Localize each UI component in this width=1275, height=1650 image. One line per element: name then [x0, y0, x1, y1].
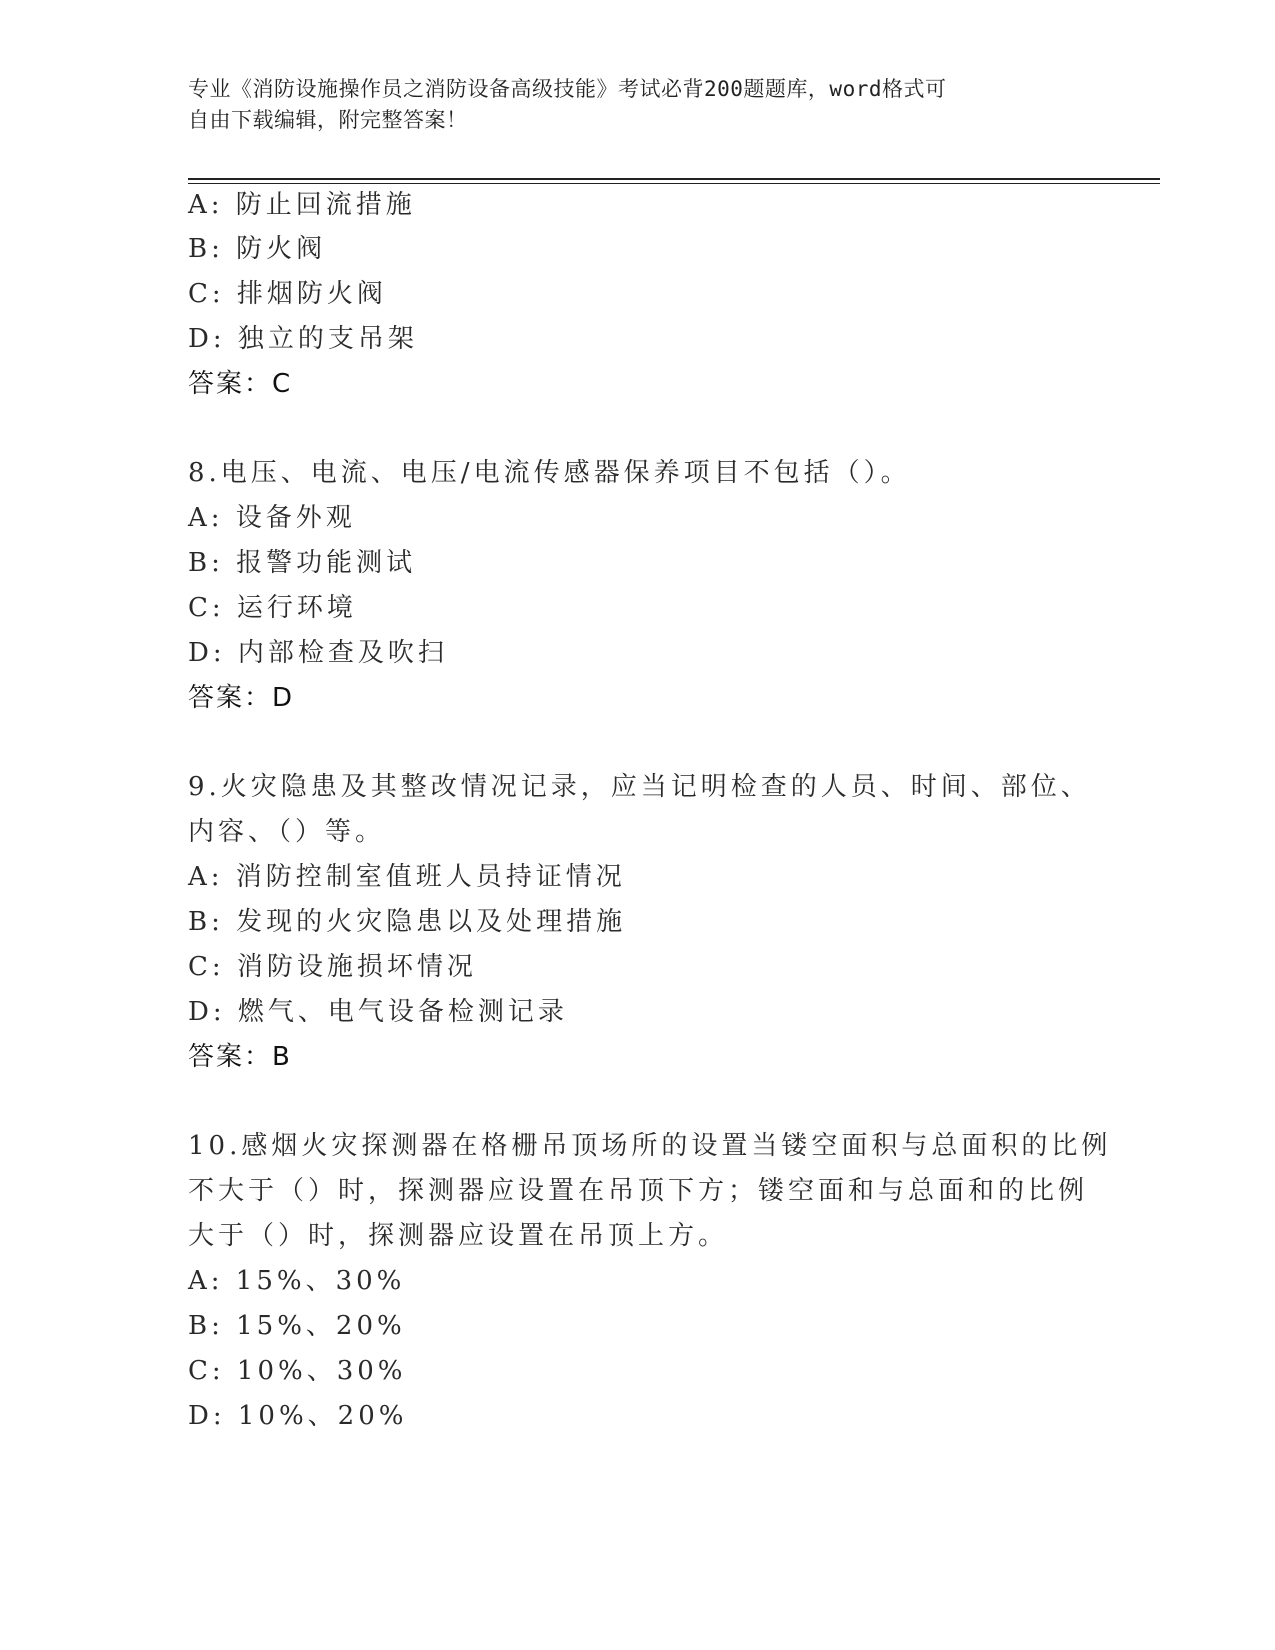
header-rule-thick	[188, 178, 1160, 180]
q9-stem-line-2: 内容、（）等。	[188, 817, 386, 847]
q10-option-d: D: 10%、20%	[188, 1401, 408, 1431]
q7-answer: 答案：C	[188, 369, 293, 399]
q8-option-d: D: 内部检查及吹扫	[188, 638, 448, 668]
q8-option-a: A: 设备外观	[188, 503, 356, 533]
q9-option-d: D: 燃气、电气设备检测记录	[188, 997, 568, 1027]
q9-option-a: A: 消防控制室值班人员持证情况	[188, 862, 626, 892]
q10-option-b: B: 15%、20%	[188, 1311, 406, 1341]
q7-option-b: B: 防火阀	[188, 234, 327, 264]
q10-option-c: C: 10%、30%	[188, 1356, 407, 1386]
q9-option-c: C: 消防设施损坏情况	[188, 952, 477, 982]
header-rule-thin	[188, 183, 1160, 184]
document-header	[188, 74, 1068, 136]
q10-stem-line-3: 大于（）时，探测器应设置在吊顶上方。	[188, 1221, 729, 1251]
q7-option-c: C: 排烟防火阀	[188, 279, 387, 309]
q9-stem-line-1: 9.火灾隐患及其整改情况记录，应当记明检查的人员、时间、部位、	[188, 772, 1091, 802]
q8-stem: 8.电压、电流、电压/电流传感器保养项目不包括（）。	[188, 458, 911, 488]
q10-option-a: A: 15%、30%	[188, 1266, 406, 1296]
q8-answer: 答案：D	[188, 683, 295, 713]
q10-stem-line-1: 10.感烟火灾探测器在格栅吊顶场所的设置当镂空面积与总面积的比例	[188, 1131, 1112, 1161]
q8-option-c: C: 运行环境	[188, 593, 357, 623]
header-line-1: 专业《消防设施操作员之消防设备高级技能》考试必背200题题库，word格式可	[188, 77, 947, 101]
q7-option-d: D: 独立的支吊架	[188, 324, 418, 354]
q9-option-b: B: 发现的火灾隐患以及处理措施	[188, 907, 627, 937]
q9-answer: 答案：B	[188, 1042, 292, 1072]
q7-option-a: A: 防止回流措施	[188, 190, 416, 220]
header-line-2: 自由下载编辑，附完整答案！	[188, 108, 468, 132]
q10-stem-line-2: 不大于（）时，探测器应设置在吊顶下方；镂空面和与总面和的比例	[188, 1176, 1089, 1206]
q8-option-b: B: 报警功能测试	[188, 548, 417, 578]
